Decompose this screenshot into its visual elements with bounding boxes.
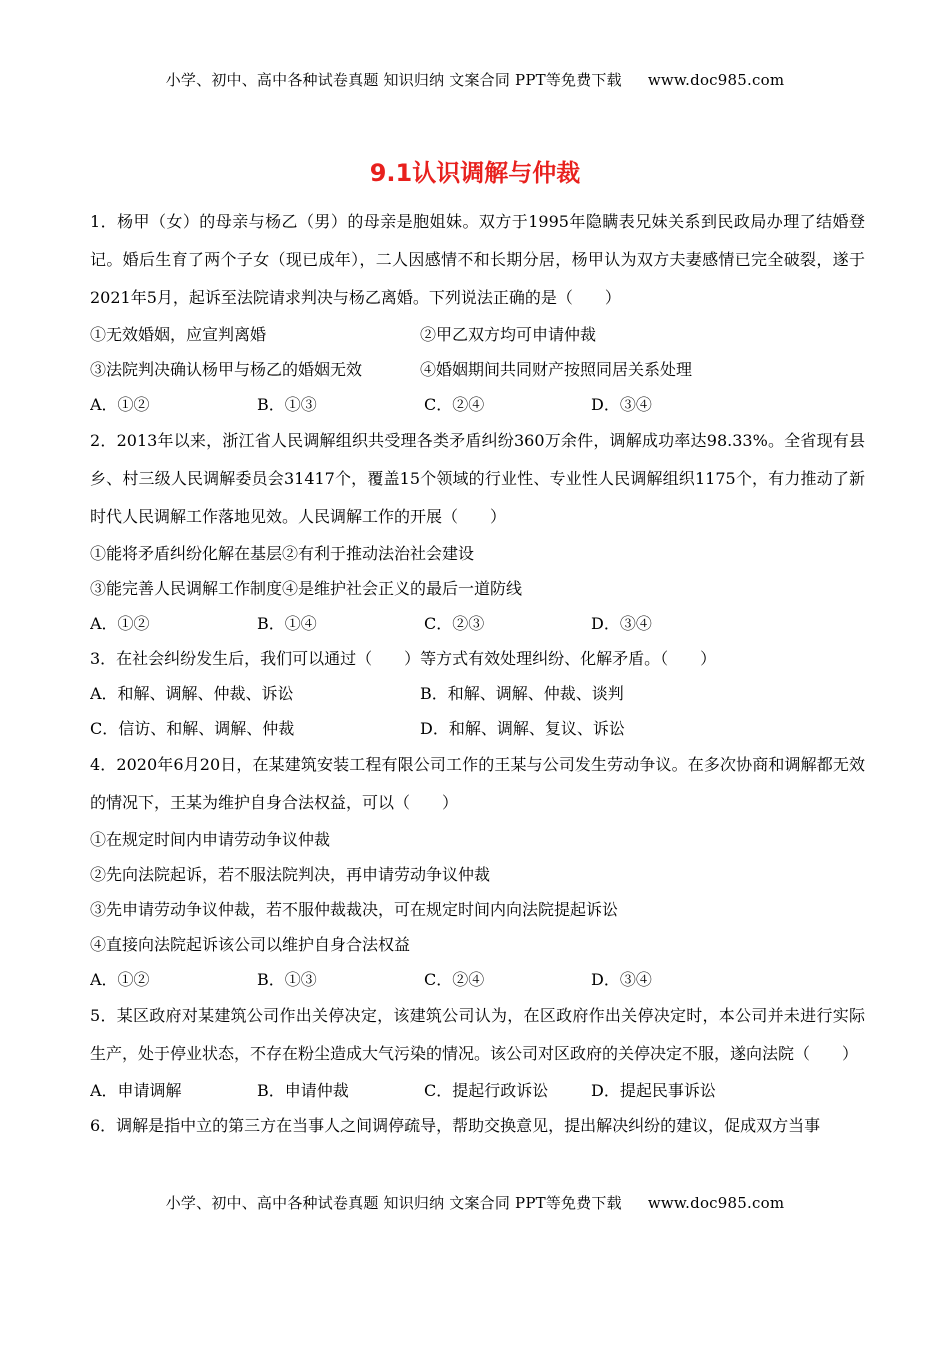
answer-options <box>90 1073 865 1108</box>
question-5 <box>90 997 865 1108</box>
question-stem: 1．杨甲（女）的母亲与杨乙（男）的母亲是胞姐妹。双方于1995年隐瞒表兄妹关系到民政局办理了结婚登记。婚后生育了两个子女（现已成年），二人因感情不和长期分居，杨甲认为双方夫妻感情已完全破裂，遂于2021年5月，起诉至法院请求判决与杨乙离婚。下列说法正确的是（ ） <box>90 212 865 307</box>
statement: ④婚姻期间共同财产按照同居关系处理 <box>420 360 693 379</box>
statement: ①在规定时间内申请劳动争议仲裁 <box>90 830 331 849</box>
question-stem: 2．2013年以来，浙江省人民调解组织共受理各类矛盾纠纷360万余件，调解成功率达98.33%。全省现有县乡、村三级人民调解委员会31417个，覆盖15个领域的行业性、专业性人民调解组织1175个，有力推动了新时代人民调解工作落地见效。人民调解工作的开展（ ） <box>90 431 865 526</box>
option-b[interactable]: B．①③ <box>257 395 317 414</box>
option-d[interactable]: D．③④ <box>591 970 652 989</box>
option-d[interactable]: D．③④ <box>591 395 652 414</box>
option-d[interactable]: D．和解、调解、复议、诉讼 <box>420 719 625 738</box>
question-stem: 5．某区政府对某建筑公司作出关停决定，该建筑公司认为，在区政府作出关停决定时，本公司并未进行实际生产，处于停业状态，不存在粉尘造成大气污染的情况。该公司对区政府的关停决定不服，遂向法院（ ） <box>90 1006 865 1063</box>
statement: ①能将矛盾纠纷化解在基层②有利于推动法治社会建设 <box>90 544 475 563</box>
footer-text: 小学、初中、高中各种试卷真题 知识归纳 文案合同 PPT等免费下载 <box>165 1194 622 1212</box>
statement: ③法院判决确认杨甲与杨乙的婚姻无效 <box>90 360 363 379</box>
answer-options <box>90 606 865 641</box>
option-b[interactable]: B．①④ <box>257 614 317 633</box>
option-b[interactable]: B．①③ <box>257 970 317 989</box>
question-stem: 3．在社会纠纷发生后，我们可以通过（ ）等方式有效处理纠纷、化解矛盾。（ ） <box>90 649 717 668</box>
header-url[interactable]: www.doc985.com <box>647 71 785 89</box>
answer-options <box>90 676 865 711</box>
page-footer <box>0 1192 950 1213</box>
option-a[interactable]: A．①② <box>90 970 150 989</box>
statement: ④直接向法院起诉该公司以维护自身合法权益 <box>90 935 411 954</box>
question-list <box>90 203 865 1143</box>
option-b[interactable]: B．和解、调解、仲裁、谈判 <box>420 684 624 703</box>
page-title: 9.1认识调解与仲裁 <box>369 159 581 187</box>
question-3 <box>90 641 865 746</box>
option-a[interactable]: A．和解、调解、仲裁、诉讼 <box>90 684 294 703</box>
question-1 <box>90 203 865 422</box>
question-stem: 6．调解是指中立的第三方在当事人之间调停疏导，帮助交换意见，提出解决纠纷的建议，促成双方当事 <box>90 1116 821 1135</box>
option-c[interactable]: C．②③ <box>424 614 485 633</box>
option-c[interactable]: C．②④ <box>424 395 485 414</box>
statement: ③能完善人民调解工作制度④是维护社会正义的最后一道防线 <box>90 579 523 598</box>
question-2 <box>90 422 865 641</box>
option-d[interactable]: D．提起民事诉讼 <box>591 1081 716 1100</box>
statement: ②甲乙双方均可申请仲裁 <box>420 325 597 344</box>
question-4 <box>90 746 865 997</box>
header-text: 小学、初中、高中各种试卷真题 知识归纳 文案合同 PPT等免费下载 <box>165 71 622 89</box>
statement: ①无效婚姻，应宣判离婚 <box>90 325 267 344</box>
option-a[interactable]: A．①② <box>90 395 150 414</box>
answer-options <box>90 387 865 422</box>
option-c[interactable]: C．②④ <box>424 970 485 989</box>
option-c[interactable]: C．信访、和解、调解、仲裁 <box>90 719 295 738</box>
question-stem: 4．2020年6月20日，在某建筑安装工程有限公司工作的王某与公司发生劳动争议。在多次协商和调解都无效的情况下，王某为维护自身合法权益，可以（ ） <box>90 755 865 812</box>
answer-options <box>90 711 865 746</box>
option-b[interactable]: B．申请仲裁 <box>257 1081 349 1100</box>
option-c[interactable]: C．提起行政诉讼 <box>424 1081 549 1100</box>
answer-options <box>90 962 865 997</box>
statement: ②先向法院起诉，若不服法院判决，再申请劳动争议仲裁 <box>90 865 491 884</box>
footer-url[interactable]: www.doc985.com <box>647 1194 785 1212</box>
option-a[interactable]: A．申请调解 <box>90 1081 182 1100</box>
statement: ③先申请劳动争议仲裁，若不服仲裁裁决，可在规定时间内向法院提起诉讼 <box>90 900 619 919</box>
option-a[interactable]: A．①② <box>90 614 150 633</box>
question-6 <box>90 1108 865 1143</box>
page-header <box>0 69 950 90</box>
option-d[interactable]: D．③④ <box>591 614 652 633</box>
